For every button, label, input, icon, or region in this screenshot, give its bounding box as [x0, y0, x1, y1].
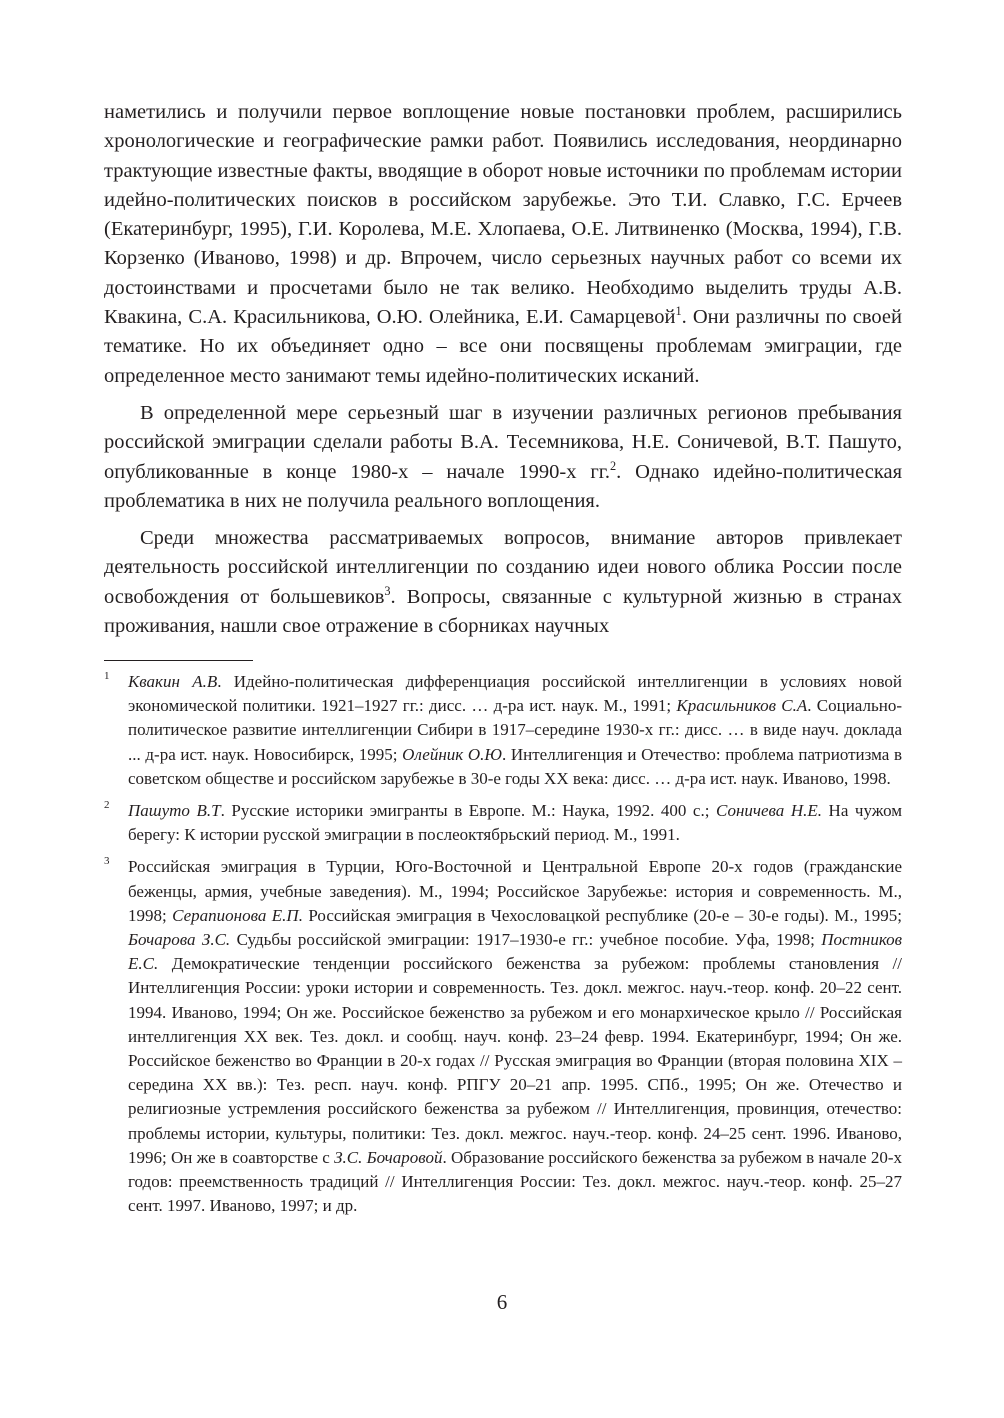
footnote-author: Бочарова З.С.	[128, 930, 231, 950]
footnote	[104, 855, 902, 1218]
footnote-text	[128, 855, 902, 1218]
footnote-author: Постников Е.С.	[128, 930, 902, 974]
footnote-segment: . Идейно-политическая дифференциация российской интеллигенции в условиях новой экономической политики. 1921–1927 гг.: дисс. … д-ра ист. наук. М., 1991;	[128, 672, 902, 716]
footnote-text	[128, 799, 902, 847]
footnotes	[104, 670, 902, 1226]
footnote-segment: Судьбы российской эмиграции: 1917–1930-е гг.: учебное пособие. Уфа, 1998;	[230, 930, 822, 950]
footnote-segment: Российская эмиграция в Турции, Юго-Восточной и Центральной Европе 20-х годов (гражданские беженцы, армия, учебные заведения). М., 1994; Российское Зарубежье: история и современность. М., 1998;	[128, 857, 902, 925]
footnote-separator	[104, 660, 253, 661]
footnote-number: 2	[104, 799, 110, 812]
footnote-segment: . Интеллигенция и Отечество: проблема патриотизма в советском обществе и российском зарубежье в 30-е годы ХХ века: дисс. … д-ра ист. наук. Иваново, 1998.	[128, 744, 902, 788]
footnote	[104, 670, 902, 791]
paragraph-2: В определенной мере серьезный шаг в изучении различных регионов пребывания российской эмиграции сделали работы В.А. Тесемникова, Н.Е. Соничевой, В.Т. Пашуто, опубликованные в конце 1980-х – начале 1990-х гг.$^2$. Однако идейно-политическая проблематика в них не получила реального воплощения.	[104, 401, 902, 512]
footnote-ref-1[interactable]: 1	[675, 304, 682, 319]
paragraph-3: Среди множества рассматриваемых вопросов, внимание авторов привлекает деятельность российской интеллигенции по созданию идеи нового облика России после освобождения от большевиков$^3$. Вопросы, связанные с культурной жизнью в странах проживания, нашли свое отражение в сборниках научных	[104, 527, 902, 638]
footnote-number: 1	[104, 670, 110, 682]
footnote-segment: Демократические тенденции российского беженства за рубежом: проблемы становления // Интеллигенция России: уроки истории и современность. Тез. докл. межгос. науч.-теор. конф. 20–22 сент. 1994. Иваново, 1994; Он же. Российское беженство за рубежом и его монархическое крыло // Российская интеллигенция ХХ век. Тез. докл. и сообщ. науч. конф. 23–24 февр. 1994. Екатеринбург, 1994; Он же. Российское беженство во Франции в 20-х годах // Русская эмиграция во Франции (вторая половина XIX – середина XX вв.): Тез. респ. науч. конф. РПГУ 20–21 апр. 1995. СПб., 1995; Он же. Отечество и религиозные устремления российского беженства за рубежом // Интеллигенция, провинция, отечество: проблемы истории, культуры, политики: Тез. докл. межгос. науч.-теор. конф. 24–25 сент. 1996. Иваново, 1996; Он же в соавторстве с	[128, 954, 902, 1167]
footnote-author: Олейник О.Ю	[402, 744, 502, 764]
paragraph-1: наметились и получили первое воплощение новые постановки проблем, расширились хронологические и географические рамки работ. Появились исследования, неординарно трактующие известные факты, вводящие в оборот новые источники по проблемам истории идейно-политических поисков в российском зарубежье. Это Т.И. Славко, Г.С. Ерчеев (Екатеринбург, 1995), Г.И. Королева, М.Е. Хлопаева, О.Е. Литвиненко (Москва, 1994), Г.В. Корзенко (Иваново, 1998) и др. Впрочем, число серьезных научных работ со всеми их достоинствами и просчетами было не так велико. Необходимо выделить труды А.В. Квакина, С.А. Красильникова, О.Ю. Олейника, Е.И. Самарцевой$^1$. Они различны по своей тематике. Но их объединяет одно – все они посвящены проблемам эмиграции, где определенное место занимают темы идейно-политических исканий.	[104, 101, 902, 387]
footnote-ref-2[interactable]: 2	[609, 458, 617, 473]
footnote-segment: . Русские историки эмигранты в Европе. М.: Наука, 1992. 400 с.;	[220, 801, 716, 821]
footnote	[104, 799, 902, 847]
footnote-author: З.С. Бочаровой	[334, 1147, 443, 1167]
footnote-segment: . Образование российского беженства за рубежом в начале 20-х годов: преемственность традиций // Интеллигенция России: Тез. докл. межгос. науч.-теор. конф. 25–27 сент. 1997. Иваново, 1997; и др.	[128, 1147, 903, 1216]
main-text	[104, 98, 902, 649]
footnote-author: Соничева Н.Е.	[716, 801, 823, 821]
footnote-text	[128, 670, 902, 791]
footnote-author: Пашуто В.Т	[128, 801, 221, 821]
footnote-author: Красильников С.А	[676, 696, 808, 716]
footnote-segment: Российская эмиграция в Чехословацкой республике (20-е – 30-е годы). М., 1995;	[302, 905, 902, 925]
footnote-number: 3	[104, 855, 110, 868]
footnote-author: Квакин А.В	[128, 672, 218, 691]
footnote-ref-3[interactable]: 3	[384, 583, 391, 598]
footnote-segment: На чужом берегу: К истории русской эмиграции в послеоктябрьский период. М., 1991.	[128, 801, 903, 845]
footnote-segment: . Социально-политическое развитие интеллигенции Сибири в 1917–середине 1930-х гг.: дисс. … в виде науч. доклада ... д-ра ист. наук. Новосибирск, 1995;	[128, 696, 902, 764]
page-number: 6	[496, 1290, 508, 1314]
footnote-author: Серапионова Е.П.	[172, 905, 303, 925]
